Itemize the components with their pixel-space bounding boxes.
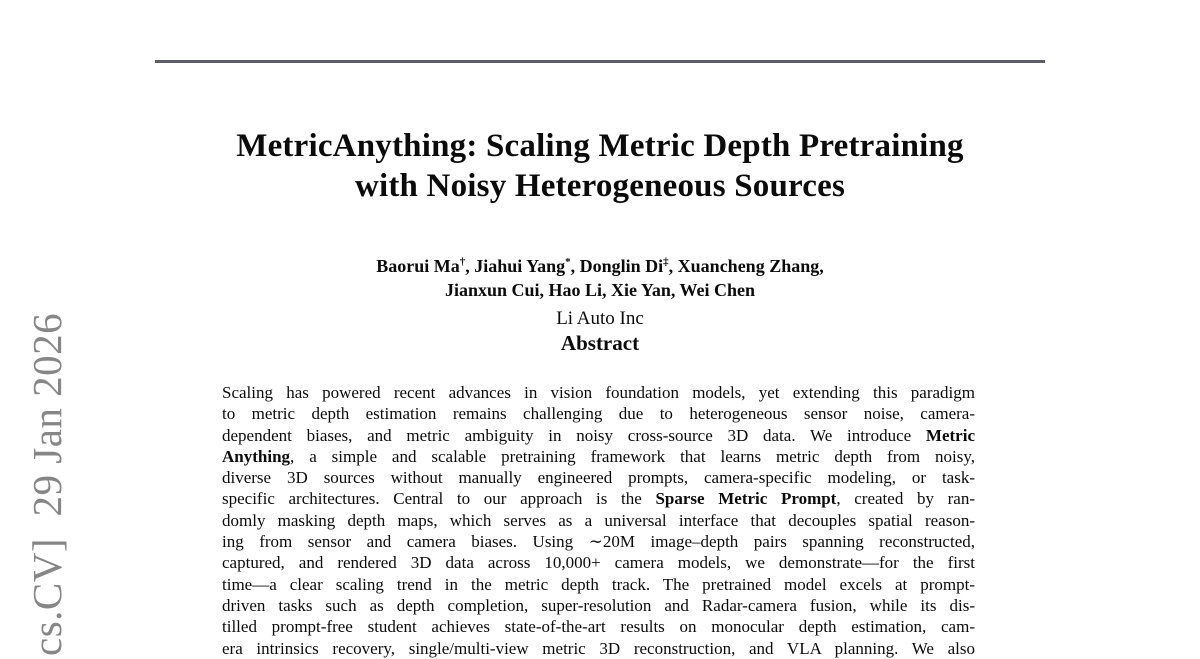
abstract-line — [222, 574, 975, 595]
abstract-line — [222, 595, 975, 616]
author-line-2 — [0, 278, 1200, 302]
text-run: tilled prompt-free student achieves state-of-the-art results on monocular depth estimation, cam- — [222, 617, 975, 637]
text-run: domly masking depth maps, which serves as a universal interface that decouples spatial reason- — [222, 510, 975, 530]
abstract-line — [222, 552, 975, 573]
abstract-line — [222, 467, 975, 488]
text-run: , created by ran- — [836, 489, 975, 509]
text-run: Jianxun Cui, Hao Li, Xie Yan, Wei Chen — [444, 280, 756, 300]
text-run: Sparse Metric Prompt — [655, 489, 837, 509]
text-run: dependent biases, and metric ambiguity in noisy cross-source 3D data. We introduce — [222, 425, 926, 445]
abstract-line — [222, 616, 975, 637]
text-run: time—a clear scaling trend in the metric depth track. The pretrained model excels at prompt- — [222, 574, 975, 594]
text-run: driven tasks such as depth completion, super-resolution and Radar-camera fusion, while its dis- — [222, 595, 975, 615]
affiliation: Li Auto Inc — [556, 308, 644, 329]
text-run: ing from sensor and camera biases. Using ∼20M image–depth pairs spanning reconstructed, — [222, 532, 975, 552]
paper-title-line2: with Noisy Heterogeneous Sources — [354, 168, 846, 204]
abstract-line — [222, 446, 975, 467]
text-run: , Xuancheng Zhang, — [668, 256, 824, 276]
paper-title — [0, 126, 1200, 206]
text-run: Baorui Ma — [376, 256, 460, 276]
abstract-line — [222, 510, 975, 531]
author-line-1 — [0, 254, 1200, 278]
abstract-line — [222, 531, 975, 552]
abstract-line — [222, 488, 975, 509]
text-run: captured, and rendered 3D data across 10,000+ camera models, we demonstrate—for the first — [222, 553, 975, 573]
author-list — [0, 254, 1200, 302]
abstract-line — [222, 638, 975, 659]
text-run: Anything — [222, 446, 291, 466]
text-run: specific architectures. Central to our approach is the — [222, 489, 656, 509]
author-footnote-mark: ‡ — [663, 256, 669, 268]
text-run: diverse 3D sources without manually engineered prompts, camera-specific modeling, or task- — [222, 468, 975, 488]
header-rule — [155, 60, 1045, 63]
abstract-body — [222, 382, 975, 659]
arxiv-stamp: cs.CV] 29 Jan 2026 — [24, 312, 70, 656]
paper-title-line1: MetricAnything: Scaling Metric Depth Pretraining — [236, 128, 964, 164]
text-run: to metric depth estimation remains challenging due to heterogeneous sensor noise, camera- — [222, 404, 975, 424]
text-run: Metric — [925, 425, 975, 445]
author-footnote-mark: * — [565, 256, 571, 268]
text-run: , Jiahui Yang — [465, 256, 566, 276]
text-run: era intrinsics recovery, single/multi-view metric 3D reconstruction, and VLA planning. We also — [222, 638, 975, 658]
text-run: Scaling has powered recent advances in vision foundation models, yet extending this paradigm — [222, 383, 975, 402]
text-run: , a simple and scalable pretraining framework that learns metric depth from noisy, — [290, 446, 975, 466]
abstract-heading: Abstract — [560, 331, 640, 355]
abstract-line — [222, 403, 975, 424]
abstract-line — [222, 382, 975, 403]
text-run: , Donglin Di — [570, 256, 664, 276]
abstract-line — [222, 425, 975, 446]
author-footnote-mark: † — [459, 256, 466, 268]
